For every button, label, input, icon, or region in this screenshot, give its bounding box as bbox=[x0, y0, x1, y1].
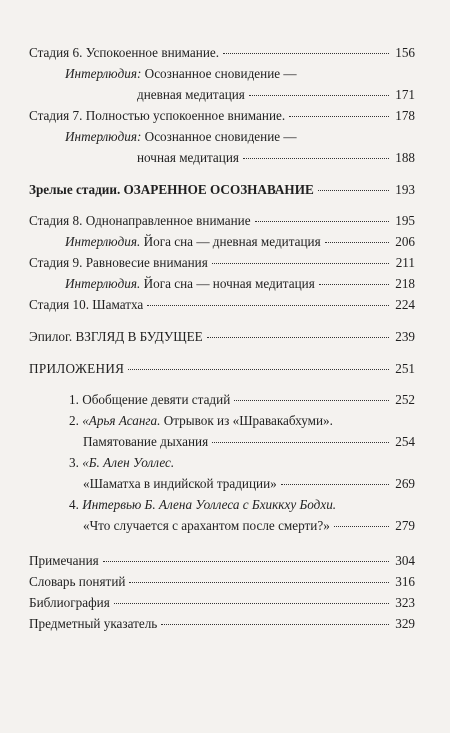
toc-entry-title bbox=[65, 231, 321, 252]
toc-entry-interlude-dream-yoga-night[interactable] bbox=[29, 273, 415, 294]
interlude-label: Интерлюдия: bbox=[65, 66, 142, 81]
toc-page-number: 254 bbox=[395, 434, 415, 449]
dot-leader bbox=[128, 369, 389, 370]
toc-entry-title bbox=[69, 410, 415, 431]
toc-entry-notes[interactable] bbox=[29, 550, 415, 571]
interlude-label: Интерлюдия: bbox=[65, 129, 142, 144]
toc-entry-appendix-4-cont[interactable] bbox=[29, 515, 415, 536]
dot-leader bbox=[212, 442, 389, 443]
toc-page-number: 206 bbox=[395, 234, 415, 249]
toc-page-number: 316 bbox=[395, 574, 415, 589]
dot-leader bbox=[129, 582, 389, 583]
toc-entry-appendix-2-cont[interactable] bbox=[29, 431, 415, 452]
appendix-number: 4. bbox=[69, 497, 83, 512]
toc-entry-title: Библиография bbox=[29, 595, 110, 610]
toc-entry-title bbox=[65, 273, 315, 294]
toc-entry-title: Стадия 9. Равновесие внимания bbox=[29, 255, 208, 270]
toc-entry-appendices[interactable] bbox=[29, 358, 415, 379]
toc-entry-title: Эпилог. ВЗГЛЯД В БУДУЩЕЕ bbox=[29, 329, 203, 344]
interlude-label: Интерлюдия. bbox=[65, 234, 141, 249]
toc-entry-stage-7[interactable] bbox=[29, 105, 415, 126]
toc-entry-appendix-3 bbox=[29, 452, 415, 473]
dot-leader bbox=[161, 624, 389, 625]
toc-entry-stage-6[interactable] bbox=[29, 42, 415, 63]
toc-entry-interlude-lucid-day bbox=[29, 63, 415, 84]
toc-entry-title: Стадия 6. Успокоенное внимание. bbox=[29, 45, 220, 60]
toc-entry-title: Стадия 10. Шаматха bbox=[29, 297, 144, 312]
dot-leader bbox=[234, 400, 389, 401]
toc-page-number: 188 bbox=[395, 150, 415, 165]
dot-leader bbox=[147, 305, 389, 306]
dot-leader bbox=[223, 53, 389, 54]
toc-page-number: 193 bbox=[395, 182, 415, 197]
toc-entry-appendix-2 bbox=[29, 410, 415, 431]
toc-page-number: 211 bbox=[395, 255, 415, 270]
dot-leader bbox=[212, 263, 389, 264]
toc-entry-stage-8[interactable] bbox=[29, 210, 415, 231]
toc-entry-title: Примечания bbox=[29, 553, 99, 568]
dot-leader bbox=[114, 603, 389, 604]
toc-entry-title bbox=[69, 452, 415, 473]
entry-text: Йога сна — ночная медитация bbox=[140, 276, 315, 291]
toc-entry-title: Предметный указатель bbox=[29, 616, 158, 631]
toc-section-title: ПРИЛОЖЕНИЯ bbox=[29, 361, 125, 376]
toc-page-number: 178 bbox=[395, 108, 415, 123]
toc-page-number: 251 bbox=[395, 361, 415, 376]
toc-entry-title: дневная медитация bbox=[137, 87, 245, 102]
toc-page-number: 304 bbox=[395, 553, 415, 568]
dot-leader bbox=[289, 116, 389, 117]
toc-page-number: 279 bbox=[395, 518, 415, 533]
toc-entry-title bbox=[65, 63, 415, 84]
toc-page-number: 224 bbox=[395, 297, 415, 312]
toc-entry-title bbox=[65, 126, 415, 147]
toc-entry-glossary[interactable] bbox=[29, 571, 415, 592]
toc-entry-interlude-dream-yoga-day[interactable] bbox=[29, 231, 415, 252]
author-label: «Арья Асанга. bbox=[82, 413, 161, 428]
toc-entry-title: Памятование дыхания bbox=[83, 434, 209, 449]
toc-entry-title bbox=[69, 494, 415, 515]
appendix-number: 2. bbox=[69, 413, 83, 428]
toc-entry-appendix-1[interactable] bbox=[29, 389, 415, 410]
dot-leader bbox=[249, 95, 389, 96]
dot-leader bbox=[103, 561, 389, 562]
appendix-number: 3. bbox=[69, 455, 83, 470]
toc-page-number: 323 bbox=[395, 595, 415, 610]
dot-leader bbox=[207, 337, 389, 338]
dot-leader bbox=[325, 242, 389, 243]
entry-text: Осознанное сновидение — bbox=[141, 66, 297, 81]
dot-leader bbox=[318, 190, 389, 191]
toc-page-number: 252 bbox=[395, 392, 415, 407]
toc-entry-title: ночная медитация bbox=[137, 150, 239, 165]
toc-entry-index[interactable] bbox=[29, 613, 415, 634]
entry-text: Отрывок из «Шравакабхуми». bbox=[160, 413, 333, 428]
toc-entry-title: Стадия 7. Полностью успокоенное внимание. bbox=[29, 108, 286, 123]
toc-page-number: 171 bbox=[395, 87, 415, 102]
table-of-contents bbox=[29, 42, 415, 634]
toc-entry-title: 1. Обобщение девяти стадий bbox=[69, 392, 231, 407]
entry-text: Йога сна — дневная медитация bbox=[140, 234, 321, 249]
toc-entry-interlude-lucid-night-cont[interactable] bbox=[29, 147, 415, 168]
author-label: «Б. Ален Уоллес. bbox=[82, 455, 175, 470]
dot-leader bbox=[281, 484, 389, 485]
toc-page-number: 239 bbox=[395, 329, 415, 344]
toc-entry-bibliography[interactable] bbox=[29, 592, 415, 613]
toc-section-title: Зрелые стадии. ОЗАРЕННОЕ ОСОЗНАВАНИЕ bbox=[29, 182, 314, 197]
toc-page-number: 329 bbox=[395, 616, 415, 631]
toc-entry-appendix-4 bbox=[29, 494, 415, 515]
toc-entry-appendix-3-cont[interactable] bbox=[29, 473, 415, 494]
toc-page-number: 156 bbox=[395, 45, 415, 60]
dot-leader bbox=[319, 284, 389, 285]
toc-entry-title: Стадия 8. Однонаправленное внимание bbox=[29, 213, 251, 228]
author-label: Интервью Б. Алена Уоллеса с Бхиккху Бодхи. bbox=[82, 497, 337, 512]
toc-page-number: 195 bbox=[395, 213, 415, 228]
entry-text: Осознанное сновидение — bbox=[141, 129, 297, 144]
dot-leader bbox=[334, 526, 389, 527]
toc-entry-stage-9[interactable] bbox=[29, 252, 415, 273]
toc-entry-interlude-lucid-day-cont[interactable] bbox=[29, 84, 415, 105]
toc-entry-epilogue[interactable] bbox=[29, 326, 415, 347]
dot-leader bbox=[243, 158, 389, 159]
toc-entry-title: «Что случается с арахантом после смерти?» bbox=[83, 518, 330, 533]
toc-entry-stage-10[interactable] bbox=[29, 294, 415, 315]
toc-page-number: 218 bbox=[395, 276, 415, 291]
toc-entry-interlude-lucid-night bbox=[29, 126, 415, 147]
dot-leader bbox=[255, 221, 389, 222]
toc-entry-title: «Шаматха в индийской традиции» bbox=[83, 476, 277, 491]
interlude-label: Интерлюдия. bbox=[65, 276, 141, 291]
toc-entry-mature-stages[interactable] bbox=[29, 179, 415, 200]
toc-page-number: 269 bbox=[395, 476, 415, 491]
toc-entry-title: Словарь понятий bbox=[29, 574, 126, 589]
